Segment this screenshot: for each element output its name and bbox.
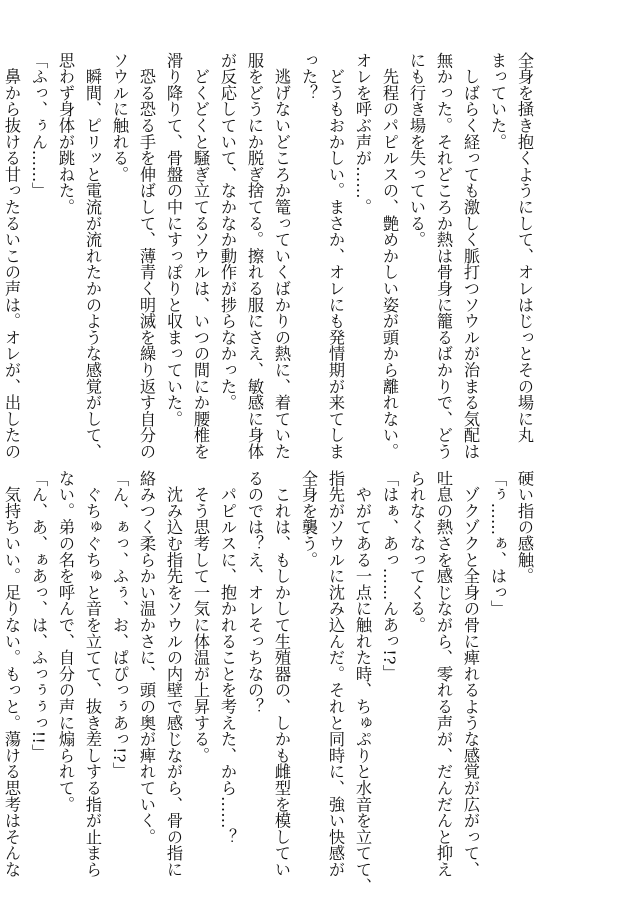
text-line: 無かった。それどころか熱は骨身に籠るばかりで、どう bbox=[434, 52, 453, 460]
text-line: られなくなってくる。 bbox=[407, 470, 426, 633]
text-line: 逃げないどころか篭っていくばかりの熱に、着ていた bbox=[272, 52, 291, 460]
text-block-top bbox=[2, 52, 538, 460]
text-line: ぐちゅぐちゅと音を立てて、抜き差しする指が止まら bbox=[83, 470, 102, 878]
text-line: まっていた。 bbox=[488, 52, 507, 150]
text-line: 吐息の熱さを感じながら、零れる声が、だんだんと抑え bbox=[434, 470, 453, 878]
text-line: しばらく経っても激しく脈打つソウルが治まる気配は bbox=[461, 52, 480, 460]
text-line: 「ん、ぁっ、ふぅ、お、ぱぴっぅあっ!?」 bbox=[110, 470, 129, 779]
text-line: 「ふっ、ぅん……」 bbox=[29, 52, 48, 199]
text-block-bottom bbox=[2, 470, 538, 894]
text-line: が反応していて、なかなか動作が捗らなかった。 bbox=[218, 52, 237, 411]
text-line: そう思考して一気に体温が上昇する。 bbox=[191, 470, 210, 764]
text-line: 「はぁ、あっ……んあっ!?」 bbox=[380, 470, 399, 681]
text-line: 服をどうにか脱ぎ捨てる。擦れる服にさえ、敏感に身体 bbox=[245, 52, 264, 460]
text-line: にも行き場を失っている。 bbox=[407, 52, 426, 248]
text-line: 沈み込む指先をソウルの内壁で感じながら、骨の指に bbox=[164, 470, 183, 878]
text-line: やがてある一点に触れた時、ちゅぷりと水音を立てて、 bbox=[353, 470, 372, 894]
text-line: った？ bbox=[299, 52, 318, 101]
text-line: るのでは？え、オレそっちなの？ bbox=[245, 470, 264, 715]
text-line: 硬い指の感触。 bbox=[515, 470, 534, 585]
text-line: どうもおかしい。まさか、オレにも発情期が来てしま bbox=[326, 52, 345, 460]
text-line: どくどくと騒ぎ立てるソウルは、いつの間にか腰椎を bbox=[191, 52, 210, 460]
text-line: 先程のパピルスの、艶めかしい姿が頭から離れない。 bbox=[380, 52, 399, 460]
text-line: 気持ちいい。足りない。もっと。蕩ける思考はそんな bbox=[2, 470, 21, 878]
text-line: 絡みつく柔らかい温かさに、頭の奥が痺れていく。 bbox=[137, 470, 156, 845]
text-line: これは、もしかして生殖器の、しかも雌型を模してい bbox=[272, 470, 291, 878]
text-line: 鼻から抜ける甘ったるいこの声は。オレが、出したの bbox=[2, 52, 21, 460]
text-line: 全身を襲う。 bbox=[299, 470, 318, 568]
text-line: 思わず身体が跳ねた。 bbox=[56, 52, 75, 215]
text-line: ない。弟の名を呼んで、自分の声に煽られて。 bbox=[56, 470, 75, 813]
text-line: 滑り降りて、骨盤の中にすっぽりと収まっていた。 bbox=[164, 52, 183, 427]
text-line: ゾクゾクと全身の骨に痺れるような感覚が広がって、 bbox=[461, 470, 480, 878]
text-line: 全身を掻き抱くようにして、オレはじっとその場に丸 bbox=[515, 52, 534, 444]
text-line: 恐る恐る手を伸ばして、薄青く明滅を繰り返す自分の bbox=[137, 52, 156, 460]
text-line: パピルスに、抱かれることを考えた、から……？ bbox=[218, 470, 237, 845]
text-line: 「ぅ……ぁ、はっ」 bbox=[488, 470, 507, 617]
text-line: ソウルに触れる。 bbox=[110, 52, 129, 183]
text-line: 「ん、あ、ぁあっ、は、ふっぅぅっ!!」 bbox=[29, 470, 48, 761]
text-line: 指先がソウルに沈み込んだ。それと同時に、強い快感が bbox=[326, 470, 345, 878]
text-line: 瞬間、ピリッと電流が流れたかのような感覚がして、 bbox=[83, 52, 102, 460]
text-line: オレを呼ぶ声が……。 bbox=[353, 52, 372, 215]
